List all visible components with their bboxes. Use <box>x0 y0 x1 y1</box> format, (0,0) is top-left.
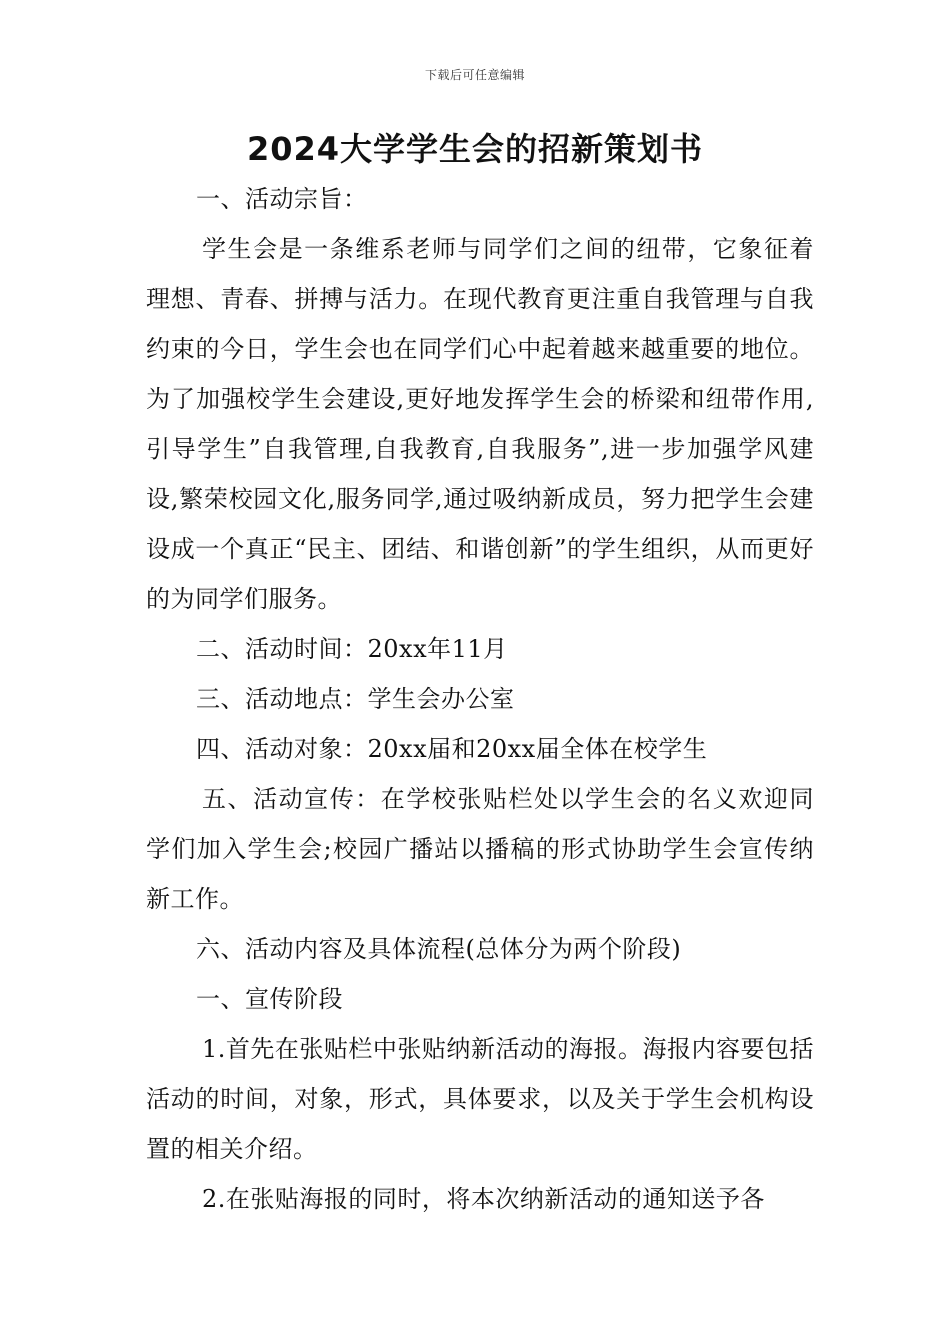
document-body <box>146 174 814 1224</box>
section-content-heading: 六、活动内容及具体流程(总体分为两个阶段) <box>196 935 682 963</box>
list-item-1: 1.首先在张贴栏中张贴纳新活动的海报。海报内容要包括活动的时间，对象，形式，具体要求，以及关于学生会机构设置的相关介绍。 <box>146 1035 814 1163</box>
section-audience: 四、活动对象：20xx届和20xx届全体在校学生 <box>196 735 708 763</box>
section-purpose-body: 学生会是一条维系老师与同学们之间的纽带，它象征着理想、青春、拼搏与活力。在现代教育更注重自我管理与自我约束的今日，学生会也在同学们心中起着越来越重要的地位。为了加强校学生会建设,更好地发挥学生会的桥梁和纽带作用,引导学生”自我管理,自我教育,自我服务”,进一步加强学风建设,繁荣校园文化,服务同学,通过吸纳新成员，努力把学生会建设成一个真正“民主、团结、和谐创新”的学生组织，从而更好的为同学们服务。 <box>146 235 814 613</box>
section-time: 二、活动时间：20xx年11月 <box>196 635 508 663</box>
section-publicity: 五、活动宣传：在学校张贴栏处以学生会的名义欢迎同学们加入学生会;校园广播站以播稿的形式协助学生会宣传纳新工作。 <box>146 785 814 913</box>
section-purpose-heading: 一、活动宗旨： <box>196 185 368 213</box>
list-item-2: 2.在张贴海报的同时，将本次纳新活动的通知送予各 <box>202 1185 765 1213</box>
document-title: 2024大学学生会的招新策划书 <box>246 130 704 168</box>
stage-one-heading: 一、宣传阶段 <box>196 985 343 1013</box>
header-note: 下载后可任意编辑 <box>424 68 525 82</box>
section-location: 三、活动地点：学生会办公室 <box>196 685 515 713</box>
